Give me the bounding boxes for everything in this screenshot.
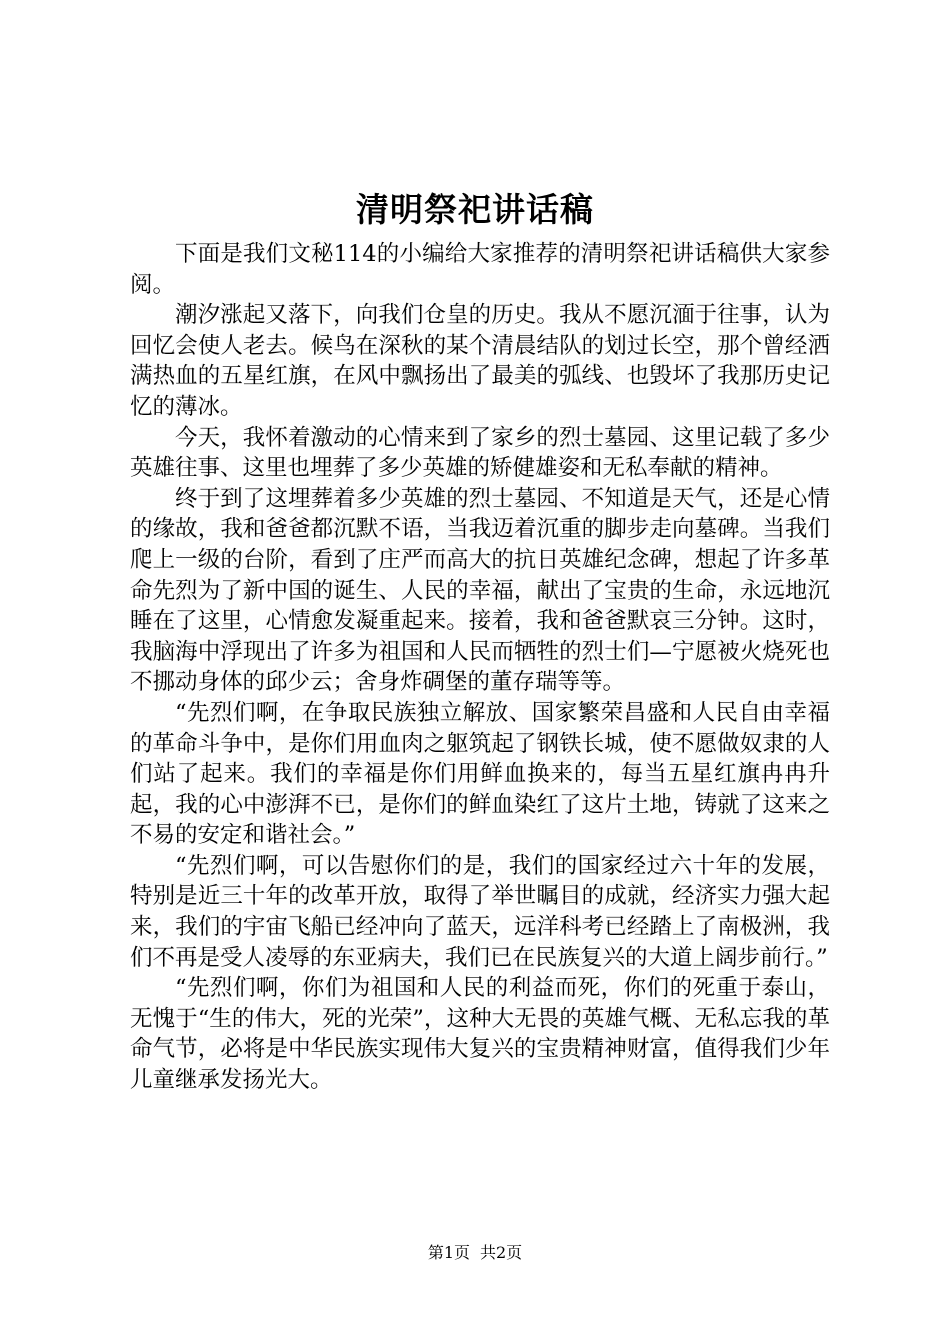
page-number-total: 共2页 bbox=[480, 1243, 523, 1262]
paragraph-4: “先烈们啊，在争取民族独立解放、国家繁荣昌盛和人民自由幸福的革命斗争中，是你们用血肉之躯筑起了钢铁长城，使不愿做奴隶的人们站了起来。我们的幸福是你们用鲜血换来的，每当五星红旗冉冉升起，我的心中澎湃不已，是你们的鲜血染红了这片土地，铸就了这来之不易的安定和谐社会。” bbox=[130, 699, 830, 849]
page-footer bbox=[0, 1242, 950, 1264]
page-number-current: 第1页 bbox=[427, 1243, 470, 1262]
paragraph-intro: 下面是我们文秘114的小编给大家推荐的清明祭祀讲话稿供大家参阅。 bbox=[130, 241, 830, 298]
document-title: 清明祭祀讲话稿 bbox=[356, 190, 594, 229]
paragraph-1: 潮汐涨起又落下，向我们仓皇的历史。我从不愿沉湎于往事，认为回忆会使人老去。候鸟在深秋的某个清晨结队的划过长空，那个曾经洒满热血的五星红旗，在风中飘扬出了最美的弧线、也毁坏了我那历史记忆的薄冰。 bbox=[130, 302, 830, 420]
document-body bbox=[130, 239, 830, 1096]
paragraph-6: “先烈们啊，你们为祖国和人民的利益而死，你们的死重于泰山，无愧于“生的伟大，死的光荣”，这种大无畏的英雄气概、无私忘我的革命气节，必将是中华民族实现伟大复兴的宝贵精神财富，值得我们少年儿童继承发扬光大。 bbox=[130, 975, 830, 1094]
paragraph-2: 今天，我怀着激动的心情来到了家乡的烈士墓园、这里记载了多少英雄往事、这里也埋葬了多少英雄的矫健雄姿和无私奉献的精神。 bbox=[130, 424, 830, 482]
paragraph-5: “先烈们啊，可以告慰你们的是，我们的国家经过六十年的发展，特别是近三十年的改革开放，取得了举世瞩目的成就，经济实力强大起来，我们的宇宙飞船已经冲向了蓝天，远洋科考已经踏上了南极洲，我们不再是受人凌辱的东亚病夫，我们已在民族复兴的大道上阔步前行。” bbox=[130, 852, 830, 971]
paragraph-3: 终于到了这埋葬着多少英雄的烈士墓园、不知道是天气，还是心情的缘故，我和爸爸都沉默不语，当我迈着沉重的脚步走向墓碑。当我们爬上一级的台阶，看到了庄严而高大的抗日英雄纪念碑，想起了许多革命先烈为了新中国的诞生、人民的幸福，献出了宝贵的生命，永远地沉睡在了这里，心情愈发凝重起来。接着，我和爸爸默哀三分钟。这时，我脑海中浮现出了许多为祖国和人民而牺牲的烈士们—宁愿被火烧死也不挪动身体的邱少云；舍身炸碉堡的董存瑞等等。 bbox=[130, 485, 830, 696]
